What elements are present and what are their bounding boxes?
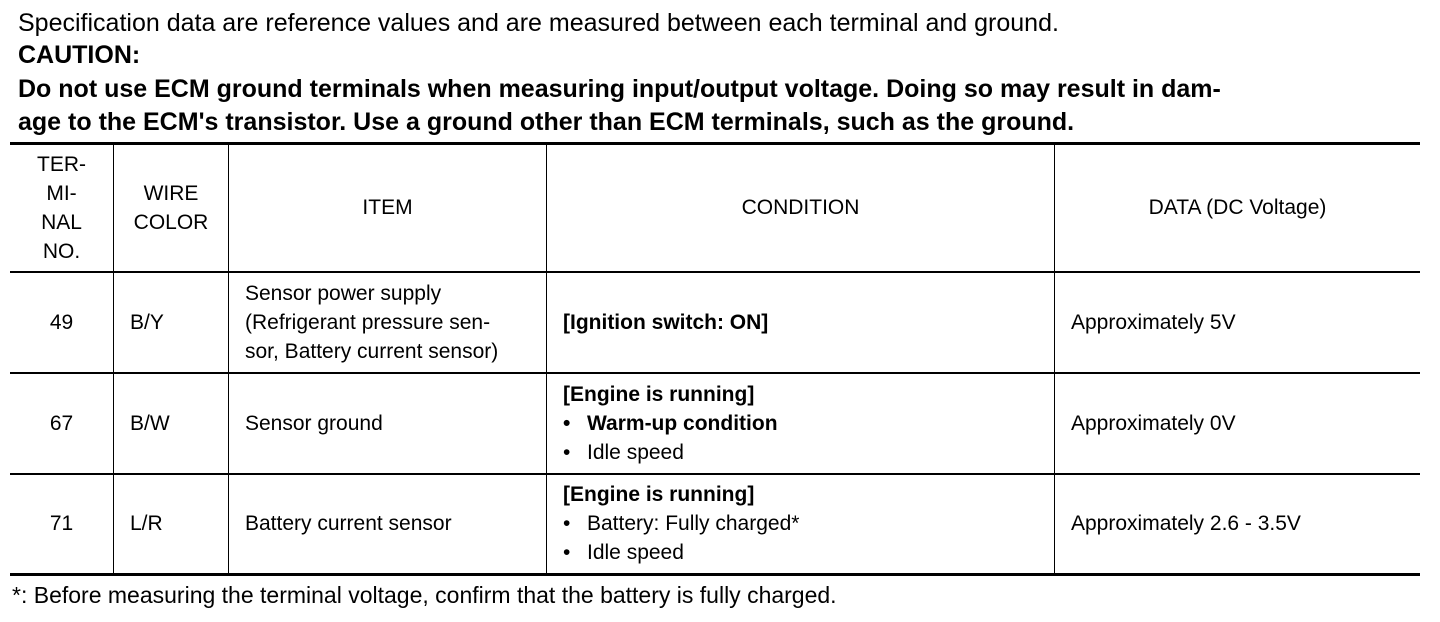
terminal-no-cell: 49 <box>10 272 114 373</box>
caution-title: CAUTION: <box>18 41 141 69</box>
condition-cell <box>547 474 1055 575</box>
condition-cell <box>547 272 1055 373</box>
bullet-icon: • <box>563 541 571 565</box>
data-cell: Approximately 0V <box>1055 373 1421 474</box>
bullet-icon: • <box>563 512 571 536</box>
wire-color-cell: B/W <box>114 373 229 474</box>
condition-cell <box>547 373 1055 474</box>
header-data: DATA (DC Voltage) <box>1055 144 1421 272</box>
item-cell: Sensor power supply (Refrigerant pressure sen- sor, Battery current sensor) <box>229 272 547 373</box>
data-cell: Approximately 2.6 - 3.5V <box>1055 474 1421 575</box>
condition-title: [Ignition switch: ON] <box>563 310 769 334</box>
data-cell: Approximately 5V <box>1055 272 1421 373</box>
bullet-icon: • <box>563 440 571 464</box>
table-row <box>10 373 1420 474</box>
wire-color-cell: B/Y <box>114 272 229 373</box>
condition-bullet: • Battery: Fully charged* <box>563 509 1054 538</box>
item-cell: Battery current sensor <box>229 474 547 575</box>
condition-bullet: • Warm-up condition <box>563 409 1054 438</box>
wire-color-cell: L/R <box>114 474 229 575</box>
caution-line-2: age to the ECM's transistor. Use a ground other than ECM terminals, such as the ground. <box>18 108 1075 136</box>
intro-text: Specification data are reference values and are measured between each terminal and ground. <box>18 9 1059 37</box>
bullet-icon: • <box>563 411 571 435</box>
terminal-no-cell: 71 <box>10 474 114 575</box>
caution-text <box>18 73 1423 139</box>
header-terminal-no: TER- MI- NAL NO. <box>10 144 114 272</box>
table-header-row <box>10 144 1420 272</box>
condition-title: [Engine is running] <box>563 382 755 406</box>
condition-bullet: • Idle speed <box>563 438 1054 467</box>
table-row <box>10 474 1420 575</box>
terminal-no-cell: 67 <box>10 373 114 474</box>
item-cell: Sensor ground <box>229 373 547 474</box>
header-item: ITEM <box>229 144 547 272</box>
header-condition: CONDITION <box>547 144 1055 272</box>
table-row <box>10 272 1420 373</box>
terminal-spec-table <box>10 142 1420 576</box>
footnote: *: Before measuring the terminal voltage, confirm that the battery is fully charged. <box>12 582 837 608</box>
condition-title: [Engine is running] <box>563 483 755 507</box>
caution-line-1: Do not use ECM ground terminals when measuring input/output voltage. Doing so may result in dam- <box>18 75 1221 103</box>
condition-bullet: • Idle speed <box>563 538 1054 567</box>
header-wire-color: WIRE COLOR <box>114 144 229 272</box>
